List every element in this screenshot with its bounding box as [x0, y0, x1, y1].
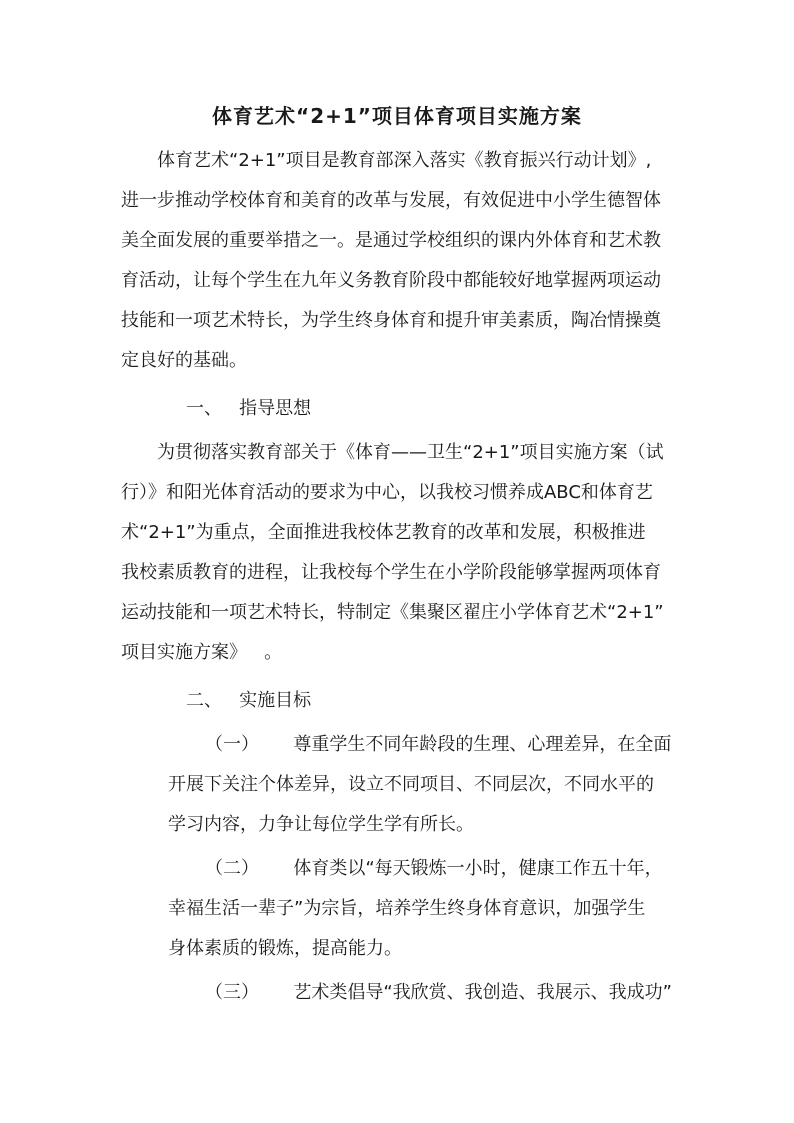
intro-line-6: 定良好的基础。	[121, 350, 247, 371]
intro-line-5: 技能和一项艺术特长，为学生终身体育和提升审美素质，陶冶情操奠	[121, 310, 661, 331]
goal2-line-3: 身体素质的锻炼，提高能力。	[168, 938, 402, 959]
intro-line-2: 进一步推动学校体育和美育的改革与发展，有效促进中小学生德智体	[121, 190, 661, 211]
section1-line-1: 为贯彻落实教育部关于《体育——卫生“2+1”项目实施方案（试	[157, 442, 664, 463]
goal1-line-3: 学习内容，力争让每位学生学有所长。	[168, 814, 474, 835]
goal3-line-1: （三） 艺术类倡导“我欣赏、我创造、我展示、我成功”	[205, 982, 672, 1003]
section1-line-3: 术“2+1”为重点，全面推进我校体艺教育的改革和发展，积极推进	[121, 522, 646, 543]
goal1-line-2: 开展下关注个体差异，设立不同项目、不同层次，不同水平的	[168, 774, 654, 795]
intro-line-4: 育活动，让每个学生在九年义务教育阶段中都能较好地掌握两项运动	[121, 270, 661, 291]
section-heading-implementation-goals: 二、 实施目标	[186, 690, 312, 711]
section1-line-2: 行）》和阳光体育活动的要求为中心，以我校习惯养成ABC和体育艺	[121, 482, 653, 503]
intro-line-1: 体育艺术“2+1”项目是教育部深入落实《教育振兴行动计划》,	[157, 150, 652, 171]
section1-line-6: 项目实施方案》 。	[121, 642, 283, 663]
section1-line-4: 我校素质教育的进程，让我校每个学生在小学阶段能够掌握两项体育	[121, 562, 661, 583]
document-title: 体育艺术“2+1”项目体育项目实施方案	[212, 104, 582, 128]
goal2-line-1: （二） 体育类以“每天锻炼一小时，健康工作五十年，	[205, 858, 663, 879]
intro-line-3: 美全面发展的重要举措之一。是通过学校组织的课内外体育和艺术教	[121, 230, 661, 251]
goal1-line-1: （一） 尊重学生不同年龄段的生理、心理差异，在全面	[205, 734, 672, 755]
goal2-line-2: 幸福生活一辈子”为宗旨，培养学生终身体育意识，加强学生	[168, 898, 646, 919]
section-heading-guiding-ideology: 一、 指导思想	[186, 398, 312, 419]
section1-line-5: 运动技能和一项艺术特长，特制定《集聚区翟庄小学体育艺术“2+1”	[121, 602, 664, 623]
